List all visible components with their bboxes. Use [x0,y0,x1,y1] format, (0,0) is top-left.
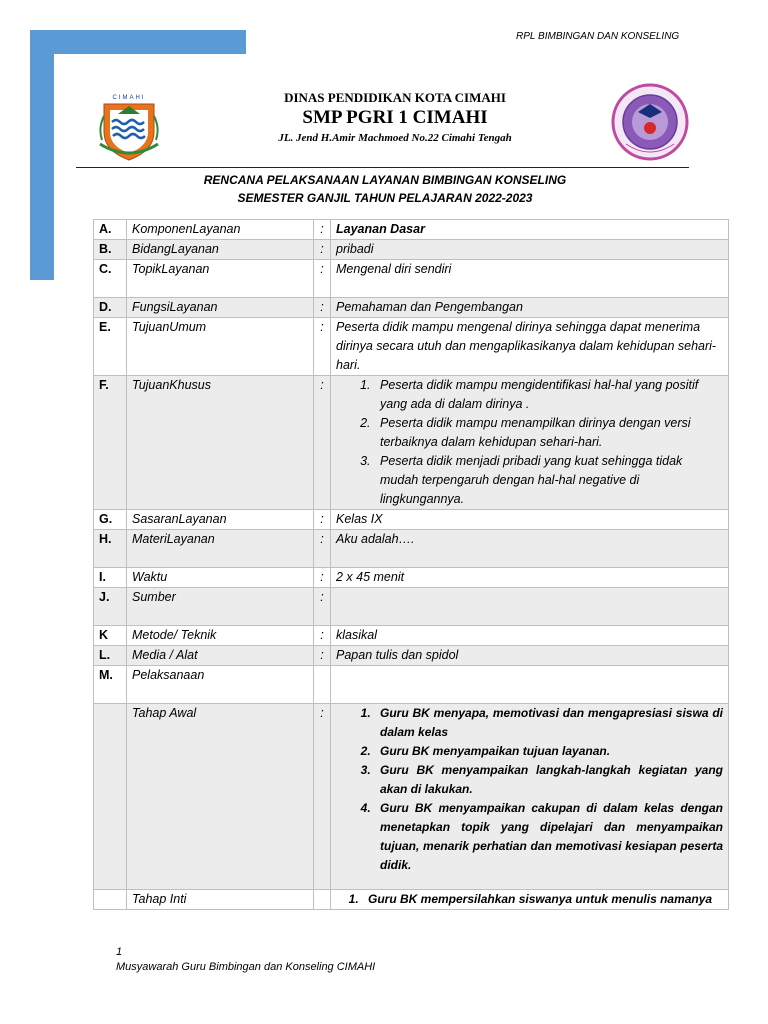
row-label: TopikLayanan [127,260,314,298]
row-value [331,666,729,704]
mgbk-logo [604,82,696,162]
row-colon: : [314,626,331,646]
row-code: I. [94,568,127,588]
row-code: K [94,626,127,646]
row-value: pribadi [331,240,729,260]
row-colon: : [314,260,331,298]
row-value: Mengenal diri sendiri [331,260,729,298]
row-code: L. [94,646,127,666]
school-name: SMP PGRI 1 CIMAHI [302,107,488,128]
list-item: 2. Peserta didik mampu menampilkan dirinya dengan versi terbaiknya dalam kehidupan sehari-hari. [374,414,723,452]
row-label: MateriLayanan [127,530,314,568]
corner-decoration-horizontal [30,30,246,54]
row-label: Waktu [127,568,314,588]
row-code: F. [94,376,127,510]
table-row [94,626,729,646]
row-code: M. [94,666,127,704]
row-value: klasikal [331,626,729,646]
table-row [94,376,729,510]
table-row [94,298,729,318]
row-value: Layanan Dasar [331,220,729,240]
row-colon: : [314,510,331,530]
row-code: H. [94,530,127,568]
tujuan-khusus-list [336,376,723,509]
list-item: 4. Guru BK menyampaikan cakupan di dalam kelas dengan menetapkan topik yang dipelajari dan menyampaikan tujuan, menarik perhatian dan memotivasi kesiapan peserta didik. [374,799,723,875]
row-colon: : [314,704,331,890]
table-row [94,260,729,298]
letterhead [190,90,600,144]
running-head: RPL BIMBINGAN DAN KONSELING [516,31,680,42]
tahap-inti-list [336,890,723,909]
document-title [90,171,680,207]
row-label: TujuanKhusus [127,376,314,510]
row-colon: : [314,220,331,240]
row-value [331,588,729,626]
row-code: C. [94,260,127,298]
row-colon [314,666,331,704]
row-value: 2 x 45 menit [331,568,729,588]
row-label: FungsiLayanan [127,298,314,318]
agency-name: DINAS PENDIDIKAN KOTA CIMAHI [284,90,506,105]
table-row [94,588,729,626]
corner-decoration-vertical [30,30,54,280]
row-label: Metode/ Teknik [127,626,314,646]
table-row [94,530,729,568]
tahap-awal-list [336,704,723,875]
row-code [94,704,127,890]
list-item: 3. Peserta didik menjadi pribadi yang kuat sehingga tidak mudah terpengaruh dengan hal-hal negative di lingkungannya. [374,452,723,509]
row-colon: : [314,568,331,588]
row-label: Tahap Inti [127,890,314,910]
row-colon: : [314,530,331,568]
row-colon: : [314,646,331,666]
row-value: Pemahaman dan Pengembangan [331,298,729,318]
rpl-table [93,219,729,910]
row-colon: : [314,318,331,376]
list-item: 1. Guru BK menyapa, memotivasi dan mengapresiasi siswa di dalam kelas [374,704,723,742]
row-value-list [331,890,729,910]
row-value: Aku adalah…. [331,530,729,568]
title-line-1: RENCANA PELAKSANAAN LAYANAN BIMBINGAN KONSELING [203,173,567,187]
row-code: G. [94,510,127,530]
row-colon: : [314,588,331,626]
table-row [94,890,729,910]
row-value: Peserta didik mampu mengenal dirinya sehingga dapat menerima dirinya secara utuh dan mengaplikasikanya dalam kehidupan sehari-hari. [331,318,729,376]
table-row [94,666,729,704]
row-label: Tahap Awal [127,704,314,890]
list-item: 1. Guru BK mempersilahkan siswanya untuk menulis namanya [362,890,723,909]
row-value-list [331,376,729,510]
row-colon [314,890,331,910]
row-colon: : [314,376,331,510]
row-code: B. [94,240,127,260]
row-label: Sumber [127,588,314,626]
cimahi-emblem-text: CIMAHI [112,95,146,101]
row-value: Papan tulis dan spidol [331,646,729,666]
footer-text: Musyawarah Guru Bimbingan dan Konseling CIMAHI [116,961,376,973]
row-code: A. [94,220,127,240]
table-row [94,220,729,240]
school-address: JL. Jend H.Amir Machmoed No.22 Cimahi Tengah [278,132,512,144]
row-label: SasaranLayanan [127,510,314,530]
table-row [94,510,729,530]
list-item: 3. Guru BK menyampaikan langkah-langkah kegiatan yang akan di lakukan. [374,761,723,799]
row-code: E. [94,318,127,376]
row-label: Media / Alat [127,646,314,666]
table-row [94,646,729,666]
row-label: BidangLayanan [127,240,314,260]
row-label: KomponenLayanan [127,220,314,240]
row-code: D. [94,298,127,318]
row-label: Pelaksanaan [127,666,314,704]
table-row [94,568,729,588]
table-row [94,240,729,260]
row-colon: : [314,298,331,318]
page-number: 1 [116,946,123,958]
row-code [94,890,127,910]
table-row [94,704,729,890]
cimahi-emblem-logo [96,92,162,162]
row-value: Kelas IX [331,510,729,530]
row-value-list [331,704,729,890]
row-colon: : [314,240,331,260]
row-label: TujuanUmum [127,318,314,376]
title-line-2: SEMESTER GANJIL TAHUN PELAJARAN 2022-2023 [237,191,533,205]
row-code: J. [94,588,127,626]
list-item: 1. Peserta didik mampu mengidentifikasi hal-hal yang positif yang ada di dalam dirinya . [374,376,723,414]
table-row [94,318,729,376]
list-item: 2. Guru BK menyampaikan tujuan layanan. [374,742,723,761]
letterhead-rule [76,167,689,168]
